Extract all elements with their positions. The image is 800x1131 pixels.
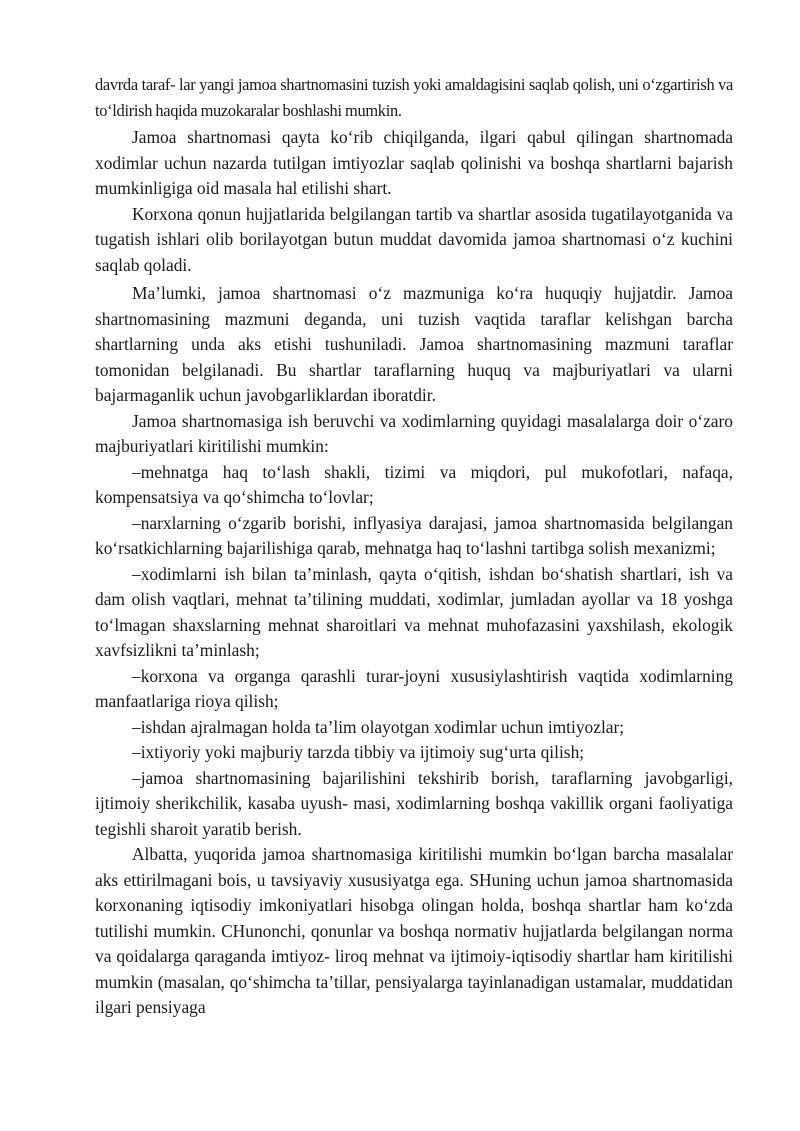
list-item: –narxlarning oʻzgarib borishi, inflyasiya darajasi, jamoa shartnomasida belgilangan koʻrsatkichlarning bajarilishiga qarab, mehnatga haq toʻlashni tartibga solish mexanizmi;	[95, 512, 733, 558]
list-item: –xodimlarni ish bilan taʼminlash, qayta oʻqitish, ishdan boʻshatish shartlari, ish va dam olish vaqtlari, mehnat taʼtilining muddati, xodimlar, jumladan ayollar va 18 yoshga toʻlmagan shaxslarning mehnat sharoitlari va mehnat muhofazasini yaxshilash, ekologik xavfsizlikni taʼminlash;	[95, 563, 733, 660]
list-item: –jamoa shartnomasining bajarilishini tekshirib borish, taraflarning javobgarligi, ijtimoiy sherikchilik, kasaba uyush- masi, xodimlarning boshqa vakillik organi faoliyatiga tegishli sharoit yaratib berish.	[95, 767, 733, 839]
list-item: –ishdan ajralmagan holda taʼlim olayotgan xodimlar uchun imtiyozlar;	[132, 716, 625, 737]
list-item: –korxona va organga qarashli turar-joyni xususiylashtirish vaqtida xodimlarning manfaatlariga rioya qilish;	[95, 665, 733, 711]
paragraph: Albatta, yuqorida jamoa shartnomasiga kiritilishi mumkin boʻlgan barcha masalalar aks ettirilmagani bois, u tavsiyaviy xususiyatga ega. SHuning uchun jamoa shartnomasida korxonaning iqtisodiy imkoniyatlari hisobga olingan holda, boshqa shartlar ham koʻzda tutilishi mumkin. CHunonchi, qonunlar va boshqa normativ hujjatlarda belgilangan norma va qoidalarga qaraganda imtiyoz- liroq mehnat va ijtimoiy-iqtisodiy shartlar ham kiritilishi mumkin (masalan, qoʻshimcha taʼtillar, pensiyalarga tayinlanadigan ustamalar, muddatidan ilgari pensiyaga	[95, 844, 733, 1017]
list-item: –mehnatga haq toʻlash shakli, tizimi va miqdori, pul mukofotlari, nafaqa, kompensatsiya va qoʻshimcha toʻlovlar;	[95, 461, 733, 507]
paragraph: Korxona qonun hujjatlarida belgilangan tartib va shartlar asosida tugatilayotganida va tugatish ishlari olib borilayotgan butun muddat davomida jamoa shartnomasi oʻz kuchini saqlab qoladi.	[95, 203, 733, 275]
document-page	[95, 72, 733, 1021]
list-item: –ixtiyoriy yoki majburiy tarzda tibbiy va ijtimoiy sugʻurta qilish;	[132, 742, 585, 762]
paragraph: Maʼlumki, jamoa shartnomasi oʻz mazmuniga koʻra huquqiy hujjatdir. Jamoa shartnomasining mazmuni deganda, uni tuzish vaqtida taraflar kelishgan barcha shartlarning unda aks etishi tushuniladi. Jamoa shartnomasining mazmuni taraflar tomonidan belgilanadi. Bu shartlar taraflarning huquq va majburiyatlari va ularni bajarmaganlik uchun javobgarliklardan iboratdir.	[95, 283, 733, 405]
paragraph: Jamoa shartnomasiga ish beruvchi va xodimlarning quyidagi masalalarga doir oʻzaro majburiyatlari kiritilishi mumkin:	[95, 410, 733, 456]
paragraph-continuation: davrda taraf- lar yangi jamoa shartnomasini tuzish yoki amaldagisini saqlab qolish, uni oʻzgartirish va toʻldirish haqida muzokaralar boshlashi mumkin.	[95, 75, 733, 120]
paragraph: Jamoa shartnomasi qayta koʻrib chiqilganda, ilgari qabul qilingan shartnomada xodimlar uchun nazarda tutilgan imtiyozlar saqlab qolinishi va boshqa shartlarni bajarish mumkinligiga oid masala hal etilishi shart.	[95, 127, 733, 198]
